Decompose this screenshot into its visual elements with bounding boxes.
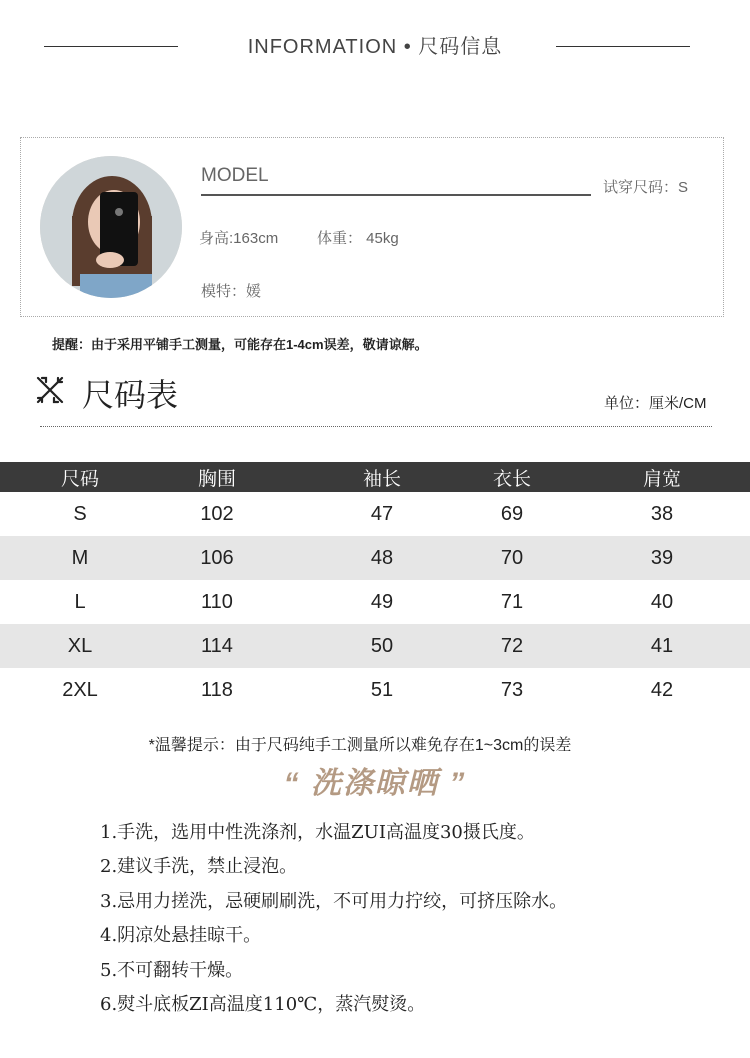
table-cell: M xyxy=(71,546,89,569)
table-row xyxy=(0,492,750,536)
unit-label: 单位：厘米/CM xyxy=(604,395,707,412)
table-cell: 47 xyxy=(370,502,394,525)
table-cell: 39 xyxy=(650,546,674,569)
table-cell: 106 xyxy=(200,546,234,569)
list-item: 6.熨斗底板ZI高温度110℃，蒸汽熨烫。 xyxy=(100,993,426,1015)
dotted-divider xyxy=(40,426,712,427)
table-cell: 118 xyxy=(201,678,233,701)
table-cell: 69 xyxy=(500,502,524,525)
table-cell: 51 xyxy=(370,678,394,701)
table-row xyxy=(0,536,750,580)
table-cell: 110 xyxy=(201,590,233,613)
model-avatar xyxy=(40,156,182,298)
table-cell: 38 xyxy=(650,502,674,525)
column-header: 肩宽 xyxy=(642,468,681,490)
table-cell: XL xyxy=(67,634,93,657)
tip-note: *温馨提示：由于尺码纯手工测量所以难免存在1~3cm的误差 xyxy=(148,737,572,754)
table-cell: 50 xyxy=(370,634,394,657)
list-item: 1.手洗，选用中性洗涤剂，水温ZUI高温度30摄氏度。 xyxy=(100,822,535,843)
model-weight: 体重： 45kg xyxy=(317,230,399,247)
table-cell: 41 xyxy=(650,634,674,657)
header-line-right xyxy=(556,46,690,47)
list-item: 5.不可翻转干燥。 xyxy=(100,959,244,981)
table-cell: 72 xyxy=(500,634,524,657)
list-item: 4.阴凉处悬挂晾干。 xyxy=(100,925,262,947)
model-underline xyxy=(201,194,591,196)
column-header: 胸围 xyxy=(197,468,236,490)
cross-icon xyxy=(34,374,66,406)
table-cell: 70 xyxy=(500,546,524,569)
measurement-note: 提醒：由于采用平铺手工测量，可能存在1-4cm误差，敬请谅解。 xyxy=(52,337,428,352)
size-table xyxy=(0,462,750,712)
trial-size: 试穿尺码：S xyxy=(603,179,689,196)
model-card xyxy=(20,137,724,317)
size-chart-title: 尺码表 xyxy=(82,377,179,413)
table-cell: 42 xyxy=(650,678,674,701)
washing-list xyxy=(100,820,567,1026)
model-label: MODEL xyxy=(201,165,269,186)
table-row xyxy=(0,668,750,712)
page-title: INFORMATION • 尺码信息 xyxy=(247,36,503,58)
column-header: 袖长 xyxy=(362,468,401,490)
washing-title: “ 洗涤晾晒 ” xyxy=(283,767,467,800)
table-cell: 2XL xyxy=(62,678,98,701)
list-item: 3.忌用力搓洗，忌硬刷刷洗，不可用力拧绞，可挤压除水。 xyxy=(100,890,568,912)
table-cell: S xyxy=(73,502,87,525)
table-header-row xyxy=(0,462,750,492)
table-cell: 102 xyxy=(200,502,234,525)
model-height: 身高:163cm xyxy=(199,230,279,247)
table-row xyxy=(0,624,750,668)
table-cell: 49 xyxy=(370,590,394,613)
table-cell: 71 xyxy=(500,590,524,613)
table-cell: L xyxy=(74,590,86,613)
table-row xyxy=(0,580,750,624)
table-cell: 48 xyxy=(370,546,394,569)
list-item: 2.建议手洗，禁止浸泡。 xyxy=(100,856,298,878)
model-name: 模特：媛 xyxy=(201,283,262,300)
table-cell: 40 xyxy=(650,590,674,613)
column-header: 衣长 xyxy=(492,468,531,490)
column-header: 尺码 xyxy=(60,468,99,490)
table-cell: 114 xyxy=(201,634,233,657)
table-cell: 73 xyxy=(500,678,524,701)
